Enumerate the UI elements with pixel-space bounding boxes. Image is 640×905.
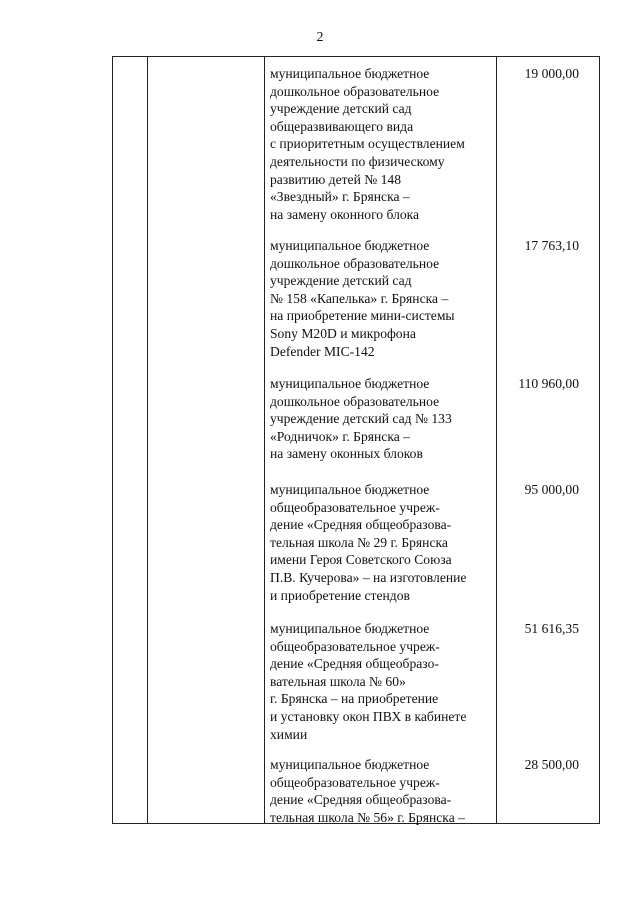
- text-line: муниципальное бюджетное: [270, 482, 430, 497]
- recipient-description: [270, 65, 496, 223]
- text-line: Defender MIC-142: [270, 343, 375, 359]
- page-number: 2: [316, 30, 324, 45]
- amount-value: 95 000,00: [524, 482, 579, 497]
- text-line: и приобретение стендов: [270, 587, 410, 603]
- amount-value: 19 000,00: [524, 66, 579, 81]
- text-line: на замену оконного блока: [270, 206, 420, 222]
- text-line: «Звездный» г. Брянска –: [270, 189, 410, 205]
- text-line: с приоритетным осуществлением: [270, 136, 465, 152]
- text-line: общеобразовательное учреж-: [270, 638, 440, 654]
- column-divider: [496, 57, 497, 823]
- text-line: дение «Средняя общеобразо-: [270, 656, 439, 672]
- text-line: учреждение детский сад № 133: [270, 411, 452, 427]
- text-line: общеобразовательное учреж-: [270, 499, 440, 515]
- recipient-description: [270, 375, 496, 463]
- text-line: г. Брянска – на приобретение: [270, 691, 439, 707]
- text-line: общеразвивающего вида: [270, 118, 414, 134]
- text-line: дение «Средняя общеобразова-: [270, 792, 452, 808]
- text-line: дошкольное образовательное: [270, 83, 440, 99]
- text-line: муниципальное бюджетное: [270, 621, 430, 636]
- amount-value: 110 960,00: [518, 376, 579, 391]
- text-line: вательная школа № 60»: [270, 673, 406, 689]
- recipient-description: [270, 756, 496, 826]
- recipient-description: [270, 481, 496, 604]
- text-line: муниципальное бюджетное: [270, 66, 430, 81]
- recipient-description: [270, 620, 496, 743]
- column-divider: [147, 57, 148, 823]
- text-line: муниципальное бюджетное: [270, 238, 430, 253]
- column-divider: [264, 57, 265, 823]
- text-line: общеобразовательное учреж-: [270, 774, 440, 790]
- text-line: дение «Средняя общеобразова-: [270, 517, 452, 533]
- amount-value: 51 616,35: [524, 621, 579, 636]
- amount-value: 17 763,10: [524, 238, 579, 253]
- text-line: муниципальное бюджетное: [270, 376, 430, 391]
- text-line: и установку окон ПВХ в кабинете: [270, 708, 467, 724]
- text-line: муниципальное бюджетное: [270, 757, 430, 772]
- text-line: химии: [270, 726, 308, 742]
- text-line: дошкольное образовательное: [270, 393, 440, 409]
- text-line: развитию детей № 148: [270, 171, 402, 187]
- text-line: тельная школа № 29 г. Брянска: [270, 534, 448, 550]
- text-line: «Родничок» г. Брянска –: [270, 428, 410, 444]
- text-line: дошкольное образовательное: [270, 255, 440, 271]
- text-line: № 158 «Капелька» г. Брянска –: [270, 290, 449, 306]
- text-line: Sony M20D и микрофона: [270, 325, 416, 341]
- text-line: учреждение детский сад: [270, 273, 412, 289]
- text-line: деятельности по физическому: [270, 153, 445, 169]
- text-line: на приобретение мини-системы: [270, 308, 455, 324]
- recipient-description: [270, 237, 496, 360]
- amount-value: 28 500,00: [524, 757, 579, 772]
- text-line: имени Героя Советского Союза: [270, 552, 452, 568]
- text-line: П.В. Кучерова» – на изготовление: [270, 569, 467, 585]
- text-line: тельная школа № 56» г. Брянска –: [270, 809, 465, 825]
- text-line: учреждение детский сад: [270, 101, 412, 117]
- text-line: на замену оконных блоков: [270, 446, 423, 462]
- allocation-table: [112, 56, 600, 824]
